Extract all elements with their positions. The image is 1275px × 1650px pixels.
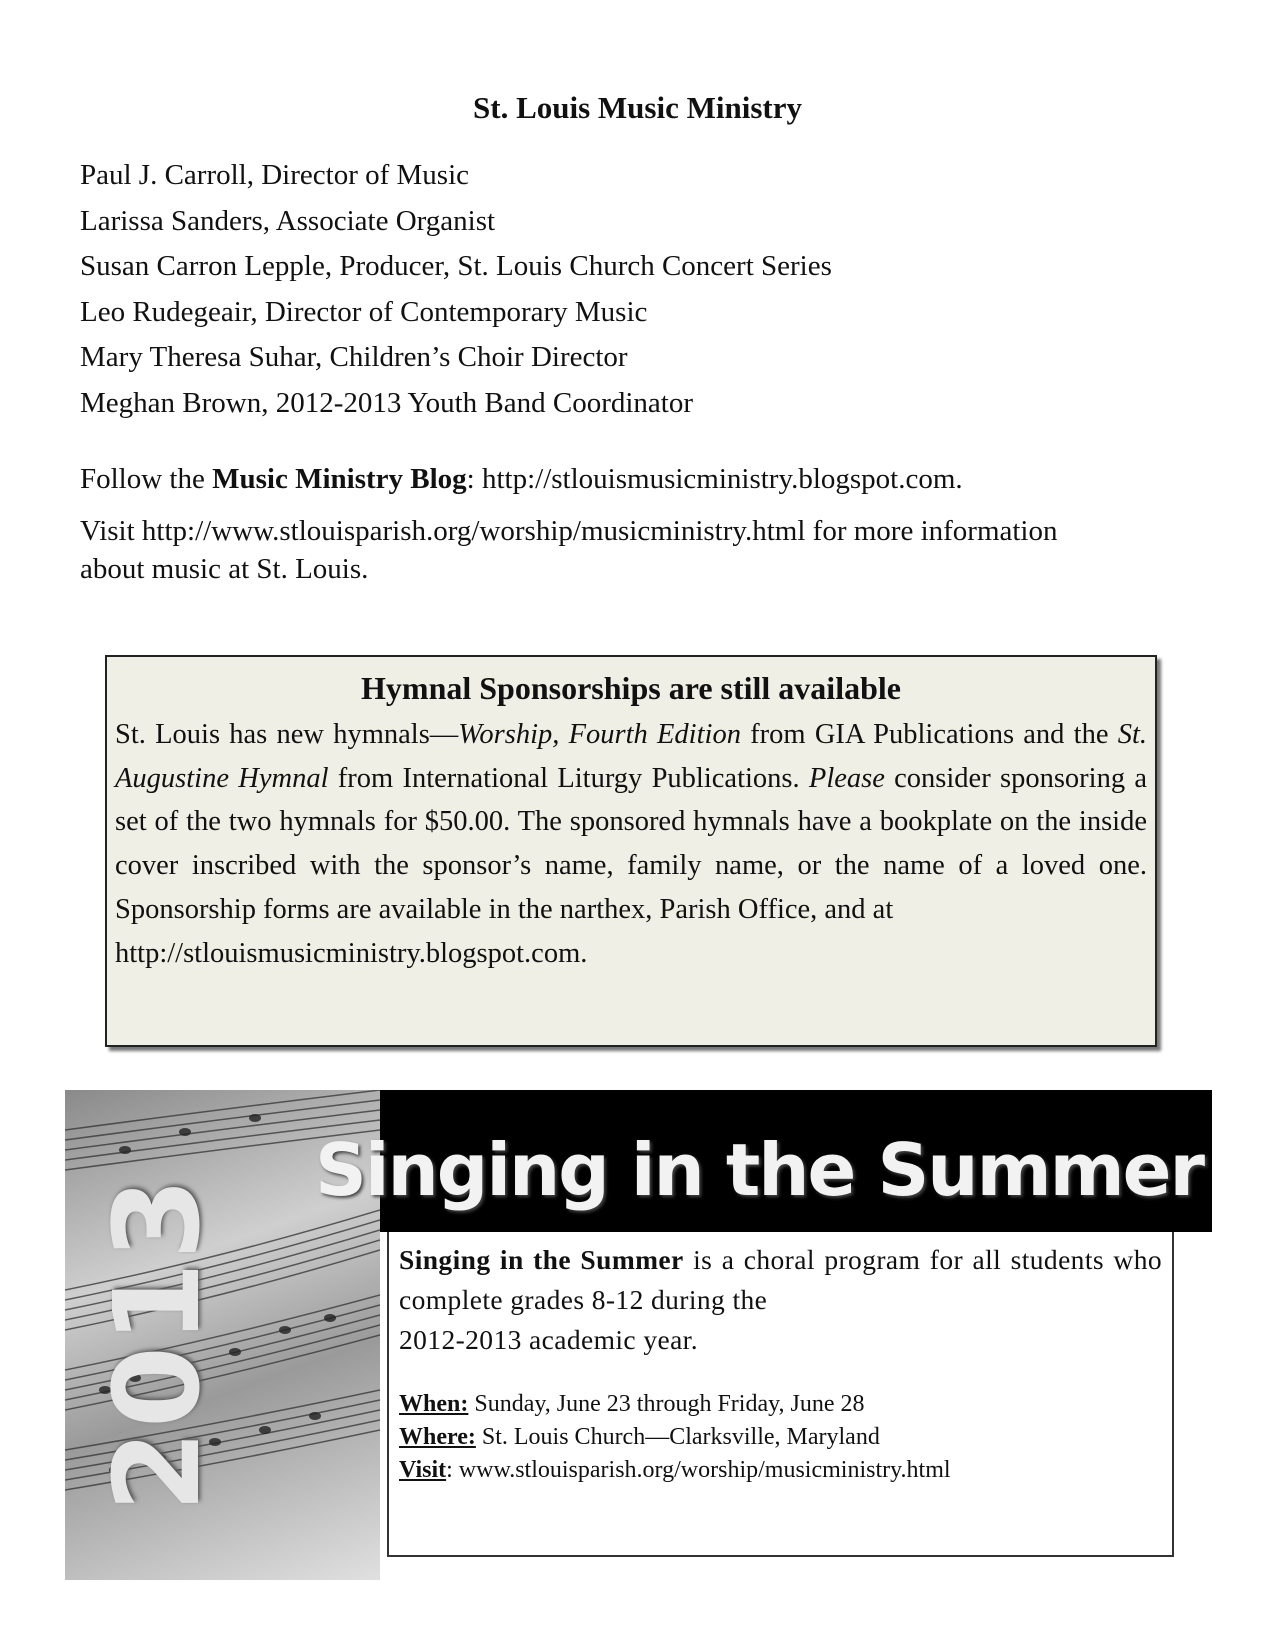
hymnal-book-2: St. Augustine Hymnal [115, 719, 1147, 794]
hymnal-url: http://stlouismusicministry.blogspot.com. [115, 937, 588, 969]
staff-item: Paul J. Carroll, Director of Music [80, 159, 470, 191]
singing-summer-title: Singing in the Summer [315, 1128, 1203, 1212]
visit-label: Visit [399, 1457, 447, 1483]
where-value: St. Louis Church—Clarksville, Maryland [475, 1424, 880, 1450]
follow-prefix: Follow the [80, 463, 213, 495]
hymnal-text-4: consider sponsoring a set of the two hymnals for $50.00. The sponsored hymnals have a bookplate on the inside cover inscribed with the sponsor’s name, family name, or the name of a loved one. Sponsorship forms are available in the narthex, Parish Office, and at [115, 762, 1147, 925]
staff-item: Leo Rudegeair, Director of Contemporary Music [80, 295, 648, 328]
hymnal-text-1: St. Louis has new hymnals— [115, 719, 459, 750]
staff-item: Meghan Brown, 2012-2013 Youth Band Coordinator [80, 386, 694, 419]
hymnal-book-1: Worship, Fourth Edition [458, 719, 741, 750]
visit-line: Visit http://www.stlouisparish.org/worship/musicministry.html for more information about music at St. Louis. [80, 515, 1058, 585]
program-name: Singing in the Summer [399, 1244, 684, 1275]
hymnal-body [115, 713, 1147, 975]
singing-summer-banner [65, 1090, 1212, 1580]
hymnal-text-2: from GIA Publications and the [740, 719, 1118, 750]
where-row [399, 1421, 1162, 1454]
when-value: Sunday, June 23 through Friday, June 28 [468, 1391, 865, 1417]
staff-item: Mary Theresa Suhar, Children’s Choir Director [80, 341, 628, 373]
program-info-box [387, 1232, 1174, 1557]
visit-value: : www.stlouisparish.org/worship/musicministry.html [446, 1457, 951, 1483]
staff-item: Larissa Sanders, Associate Organist [80, 204, 496, 237]
visit-row [399, 1454, 1162, 1487]
when-row [399, 1388, 1162, 1421]
hymnal-sponsorship-box [105, 655, 1157, 1047]
staff-list [80, 155, 832, 428]
hymnal-text-3: from International Liturgy Publications. [328, 762, 809, 794]
blog-name: Music Ministry Blog [212, 463, 467, 495]
page-title: St. Louis Music Ministry [473, 90, 802, 125]
program-desc-text: is a choral program for all students who complete grades 8-12 during the [399, 1244, 1162, 1315]
where-label: Where: [399, 1424, 476, 1450]
blog-url: : http://stlouismusicministry.blogspot.com. [466, 463, 963, 495]
hymnal-please: Please [808, 762, 885, 794]
year-label: 2013 [88, 1175, 226, 1513]
hymnal-title: Hymnal Sponsorships are still available [361, 670, 901, 706]
when-label: When: [399, 1391, 469, 1417]
program-description [399, 1240, 1162, 1360]
follow-blog-line [80, 463, 963, 496]
program-desc-last: 2012-2013 academic year. [399, 1324, 698, 1355]
staff-item: Susan Carron Lepple, Producer, St. Louis Church Concert Series [80, 250, 832, 282]
